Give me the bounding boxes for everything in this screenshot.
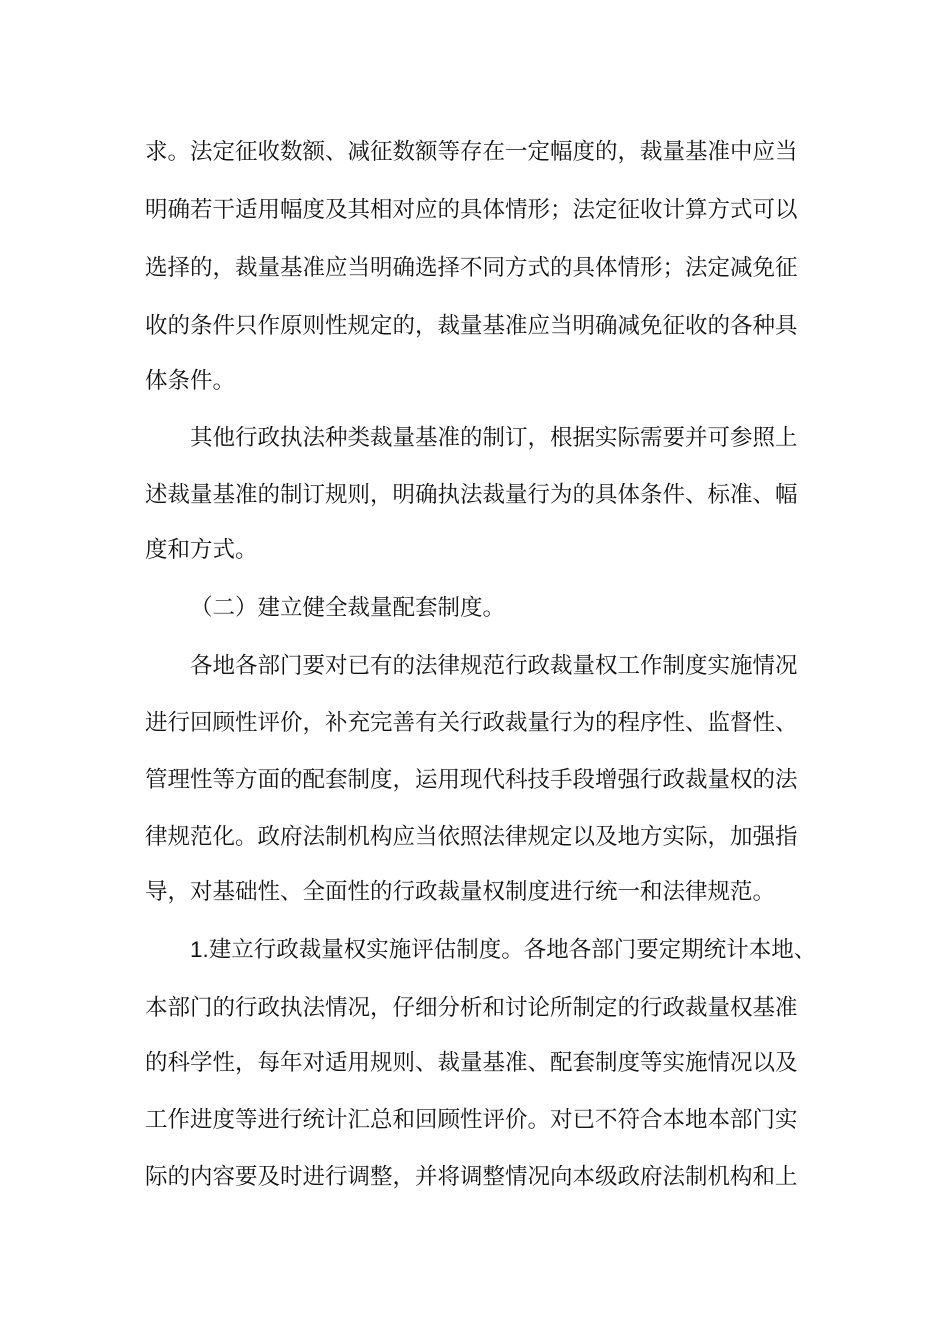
- text-line: 导，对基础性、全面性的行政裁量权制度进行统一和法律规范。: [145, 879, 776, 905]
- section-heading: （二）建立健全裁量配套制度。: [190, 595, 506, 621]
- numbered-item-first-line: [190, 930, 815, 970]
- paragraph-first-line: 各地各部门要对已有的法律规范行政裁量权工作制度实施情况: [190, 653, 798, 679]
- text-line: 度和方式。: [145, 537, 258, 563]
- text-line: 求。法定征收数额、减征数额等存在一定幅度的，裁量基准中应当: [145, 139, 798, 165]
- text-line: 体条件。: [145, 368, 236, 394]
- text-line: 管理性等方面的配套制度，运用现代科技手段增强行政裁量权的法: [145, 767, 798, 793]
- item-number: 1.: [190, 937, 209, 962]
- text-line: 明确若干适用幅度及其相对应的具体情形；法定征收计算方式可以: [145, 197, 798, 223]
- text-line: 选择的，裁量基准应当明确选择不同方式的具体情形；法定减免征: [145, 255, 798, 281]
- text-line: 工作进度等进行统计汇总和回顾性评价。对已不符合本地本部门实: [145, 1107, 798, 1133]
- text-line: 本部门的行政执法情况，仔细分析和讨论所制定的行政裁量权基准: [145, 995, 798, 1021]
- text-line: 的科学性，每年对适用规则、裁量基准、配套制度等实施情况以及: [145, 1050, 798, 1076]
- text-line: 律规范化。政府法制机构应当依照法律规定以及地方实际，加强指: [145, 824, 798, 850]
- text-line: 进行回顾性评价，补充完善有关行政裁量行为的程序性、监督性、: [145, 710, 798, 736]
- text-line: 际的内容要及时进行调整，并将调整情况向本级政府法制机构和上: [145, 1164, 798, 1190]
- item-text: 建立行政裁量权实施评估制度。各地各部门要定期统计本地、: [208, 937, 817, 963]
- text-line: 收的条件只作原则性规定的，裁量基准应当明确减免征收的各种具: [145, 313, 798, 339]
- paragraph-first-line: 其他行政执法种类裁量基准的制订，根据实际需要并可参照上: [190, 425, 798, 451]
- text-line: 述裁量基准的制订规则，明确执法裁量行为的具体条件、标准、幅: [145, 482, 798, 508]
